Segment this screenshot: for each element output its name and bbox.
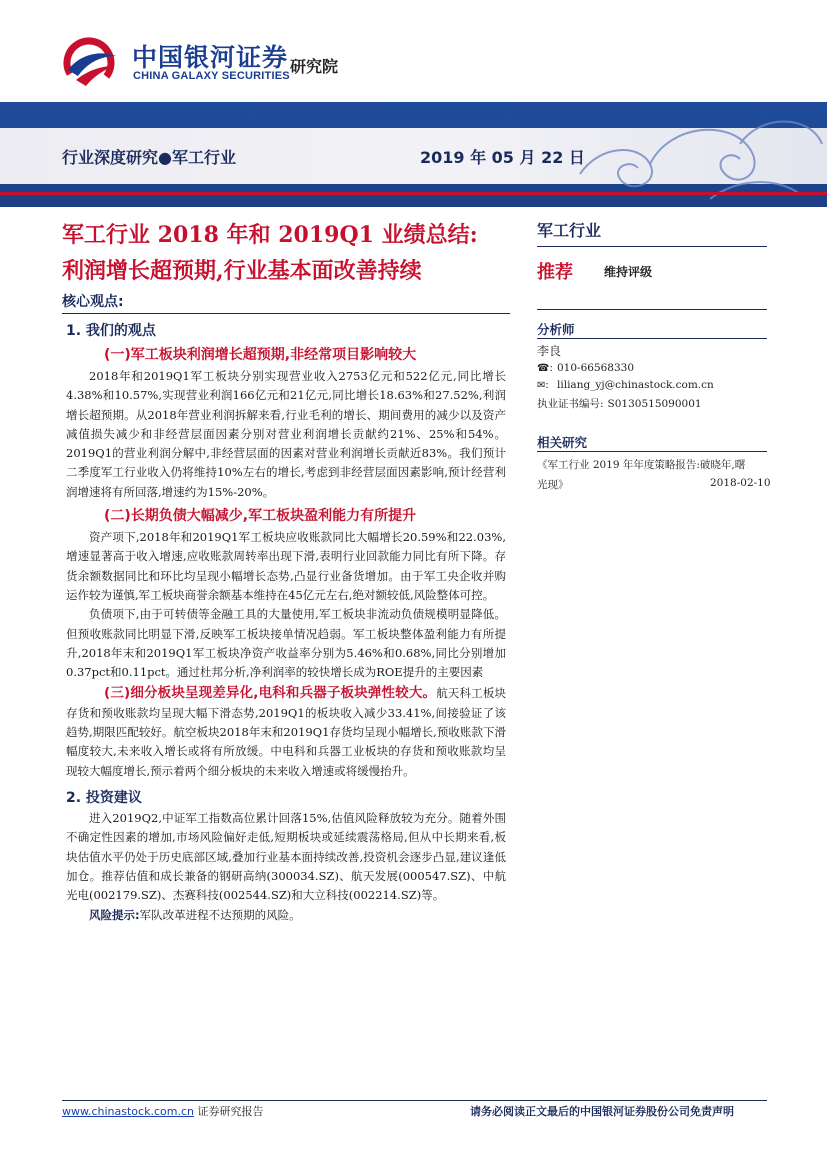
rating-note: 维持评级 bbox=[604, 265, 653, 279]
core-views-label: 核心观点: bbox=[62, 294, 124, 310]
phone-icon: ☎: bbox=[537, 363, 553, 374]
footer-left bbox=[62, 1103, 263, 1119]
analyst-certificate bbox=[537, 396, 702, 411]
footer-divider bbox=[62, 1100, 767, 1101]
paragraph-sub-sectors bbox=[66, 684, 506, 780]
section-heading-investment: 2. 投资建议 bbox=[66, 789, 142, 806]
paragraph-liabilities: 负债项下,由于可转债等金融工具的大量使用,军工板块非流动负债规模明显降低。但预收账款同比明显下滑,反映军工板块接单情况趋弱。军工板块整体盈利能力有所提升,2018年末和2019Q1军工板块净资产收益率分别为5.46%和0.68%,同比分别增加0.37pct和0.11pct。通过杜邦分析,净利润率的较快增长成为ROE提升的主要因素 bbox=[66, 607, 506, 680]
institute-label: 研究院 bbox=[290, 57, 339, 76]
report-date: 2019 年 05 月 22 日 bbox=[420, 148, 585, 167]
certificate-label: 执业证书编号: bbox=[537, 398, 604, 410]
website-link[interactable]: www.chinastock.com.cn bbox=[62, 1105, 194, 1118]
footer-disclaimer-note: 请务必阅读正文最后的中国银河证券股份公司免责声明 bbox=[470, 1105, 734, 1118]
paragraph-sub-sectors-text: 航天科工板块存货和预收账款均呈现大幅下滑态势,2019Q1的板块收入减少33.41%,间接验证了该趋势,期限匹配较好。航空板块2018年末和2019Q1存货均呈现小幅增长,预收账款下滑幅度较大,未来收入增长或将有所放缓。中电科和兵器工业板块的存货和预收账款均呈现较大幅度增长,预示着两个细分板块的未来收入增速或将缓慢抬升。 bbox=[66, 686, 506, 778]
report-type-label: 行业深度研究●军工行业 bbox=[62, 148, 236, 167]
subsection-heading-1: (一)军工板块利润增长超预期,非经常项目影响较大 bbox=[104, 347, 417, 363]
paragraph-investment-advice: 进入2019Q2,中证军工指数高位累计回落15%,估值风险释放较为充分。随着外围不确定性因素的增加,市场风险偏好走低,短期板块或延续震荡格局,但从中长期来看,板块估值水平仍处于历史底部区域,叠加行业基本面持续改善,投资机会逐步凸显,建议逢低加仓。推荐估值和成长兼备的钢研高纳(300034.SZ)、航天发展(000547.SZ)、中航光电(002179.SZ)、杰赛科技(002544.SZ)和大立科技(002214.SZ)等。 bbox=[66, 810, 506, 903]
analyst-email bbox=[537, 379, 714, 391]
analyst-divider bbox=[537, 338, 767, 339]
paragraph-profit-growth: 2018年和2019Q1军工板块分别实现营业收入2753亿元和522亿元,同比增长4.38%和10.57%,实现营业利润166亿元和21亿元,同比增长18.63%和27.52%,利润增长超预期。从2018年营业利润拆解来看,行业毛利的增长、期间费用的减少以及资产减值损失减少和非经营层面因素分别对营业利润增长贡献约21%、25%和54%。2019Q1的营业利润分解中,非经营层面的因素对营业利润增长贡献近83%。我们预计二季度军工行业收入仍将维持10%左右的增长,考虑到非经营层面因素影响,预计经营利润增速将有所回落,增速约为15%-20%。 bbox=[66, 369, 506, 499]
main-body bbox=[66, 320, 506, 923]
sidebar-divider bbox=[537, 309, 767, 310]
sidebar-sector: 军工行业 bbox=[537, 221, 602, 240]
logo-chinese-name: 中国银河证券 bbox=[132, 43, 289, 72]
section-heading-our-views: 1. 我们的观点 bbox=[66, 323, 156, 339]
risk-warning-label: 风险提示: bbox=[89, 908, 140, 923]
galaxy-logo-icon bbox=[62, 36, 120, 88]
related-research-heading: 相关研究 bbox=[537, 435, 588, 450]
subsection-heading-3: (三)细分板块呈现差异化,电科和兵器子板块弹性较大。 bbox=[104, 685, 437, 702]
footer-report-label: 证券研究报告 bbox=[193, 1105, 264, 1118]
paragraph-assets: 资产项下,2018年和2019Q1军工板块应收账款同比大幅增长20.59%和22.03%,增速显著高于收入增速,应收账款周转率出现下滑,表明行业回款能力同比有所下降。存货余额数据同比和环比均呈现小幅增长态势,凸显行业备货增加。由于军工央企收并购运作较为谨慎,军工板块商誉余额基本维持在45亿元左右,绝对额较低,风险整体可控。 bbox=[66, 530, 506, 602]
email-icon: ✉: bbox=[537, 380, 549, 391]
analyst-phone bbox=[537, 362, 634, 374]
phone-number: 010-66568330 bbox=[557, 362, 635, 374]
related-report-title-line-1[interactable]: 《军工行业 2019 年年度策略报告:破晓年,曙 bbox=[537, 459, 746, 471]
report-title-line-2: 利润增长超预期,行业基本面改善持续 bbox=[62, 258, 422, 284]
subsection-heading-2: (二)长期负债大幅减少,军工板块盈利能力有所提升 bbox=[104, 508, 417, 525]
risk-warning-text: 军队改革进程不达预期的风险。 bbox=[139, 908, 301, 923]
analyst-heading: 分析师 bbox=[537, 322, 575, 337]
cloud-pattern-icon bbox=[560, 104, 827, 204]
analyst-name: 李良 bbox=[537, 344, 562, 358]
related-research-divider bbox=[537, 451, 767, 452]
related-report-date: 2018-02-10 bbox=[710, 477, 771, 489]
email-address[interactable]: liliang_yj@chinastock.com.cn bbox=[557, 379, 714, 391]
report-title-line-1: 军工行业 2018 年和 2019Q1 业绩总结: bbox=[62, 222, 478, 248]
certificate-number: S0130515090001 bbox=[607, 398, 702, 410]
banner-divider bbox=[0, 192, 827, 195]
core-views-divider bbox=[62, 313, 510, 314]
logo-english-name: CHINA GALAXY SECURITIES bbox=[133, 70, 290, 82]
sidebar-divider bbox=[537, 246, 767, 247]
related-report-title-line-2[interactable]: 光现》 bbox=[537, 479, 569, 491]
risk-warning bbox=[66, 907, 506, 923]
rating-value: 推荐 bbox=[537, 262, 573, 283]
